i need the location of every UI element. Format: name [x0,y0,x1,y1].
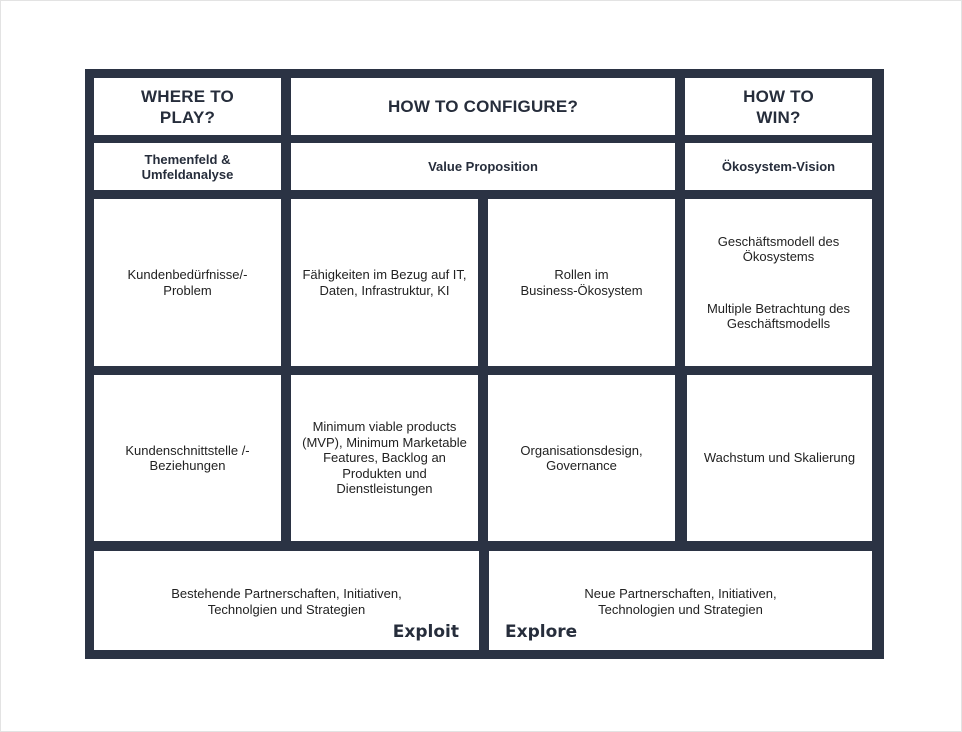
mvp-line5: Dienstleistungen [336,481,433,497]
kundenschnittstelle-line1: Kundenschnittstelle /- [125,442,250,458]
exploit-text-line2: Technolgien und Strategien [207,601,366,617]
oekosystem-vision-label: Ökosystem-Vision [721,159,836,174]
explore-text-line2: Technologien und Strategien [598,601,763,617]
how-to-configure-label: HOW TO CONFIGURE? [387,97,579,116]
geschaeftsmodell-line2: Ökosystems [742,249,815,264]
organisationsdesign-line2: Governance [546,458,617,473]
value-proposition-label: Value Proposition [428,159,538,174]
geschaeftsmodell-line1: Geschäftsmodell des [717,233,840,249]
faehigkeiten-line2: Daten, Infrastruktur, KI [319,282,450,298]
mvp-line3: Features, Backlog an [323,450,446,466]
wachstum-cell [687,375,872,541]
kundenbeduerfnisse-cell [94,199,281,366]
organisationsdesign-line1: Organisationsdesign, [520,442,643,458]
multiple-betrachtung-line1: Multiple Betrachtung des [706,300,851,316]
rollen-line2: Business-Ökosystem [520,282,643,298]
mvp-line2: (MVP), Minimum Marketable [302,434,467,450]
rollen-cell [488,199,675,366]
where-to-play-line2: PLAY? [159,107,216,127]
value-proposition-subheader [291,143,675,190]
multiple-betrachtung-line2: Geschäftsmodells [726,316,831,331]
oekosystem-vision-subheader [685,143,872,190]
rollen-line1: Rollen im [554,267,609,282]
kundenbeduerfnisse-line1: Kundenbedürfnisse/- [127,267,248,282]
where-to-play-header [94,78,281,135]
wachstum-label: Wachstum und Skalierung [703,450,856,466]
how-to-configure-header [291,78,675,135]
explore-tag: Explore [505,621,578,642]
exploit-cell [94,551,479,650]
kundenschnittstelle-cell [94,375,281,541]
kundenschnittstelle-line2: Beziehungen [149,458,226,473]
faehigkeiten-line1: Fähigkeiten im Bezug auf IT, [302,267,467,282]
geschaeftsmodell-cell [685,199,872,366]
how-to-win-line1: HOW TO [743,86,814,106]
where-to-play-line1: WHERE TO [141,86,234,106]
organisationsdesign-cell [488,375,675,541]
themenfeld-line1: Themenfeld & [144,151,231,167]
how-to-win-line2: WIN? [756,107,801,127]
faehigkeiten-cell [291,199,478,366]
mvp-cell [291,375,478,541]
kundenbeduerfnisse-line2: Problem [163,282,212,298]
explore-cell [489,551,872,650]
how-to-win-header [685,78,872,135]
exploit-tag: Exploit [392,621,459,642]
mvp-line1: Minimum viable products [312,419,457,435]
mvp-line4: Produkten und [342,465,427,481]
explore-text-line1: Neue Partnerschaften, Initiativen, [584,586,777,601]
exploit-text-line1: Bestehende Partnerschaften, Initiativen, [171,586,402,601]
themenfeld-line2: Umfeldanalyse [141,166,234,182]
themenfeld-subheader [94,143,281,190]
